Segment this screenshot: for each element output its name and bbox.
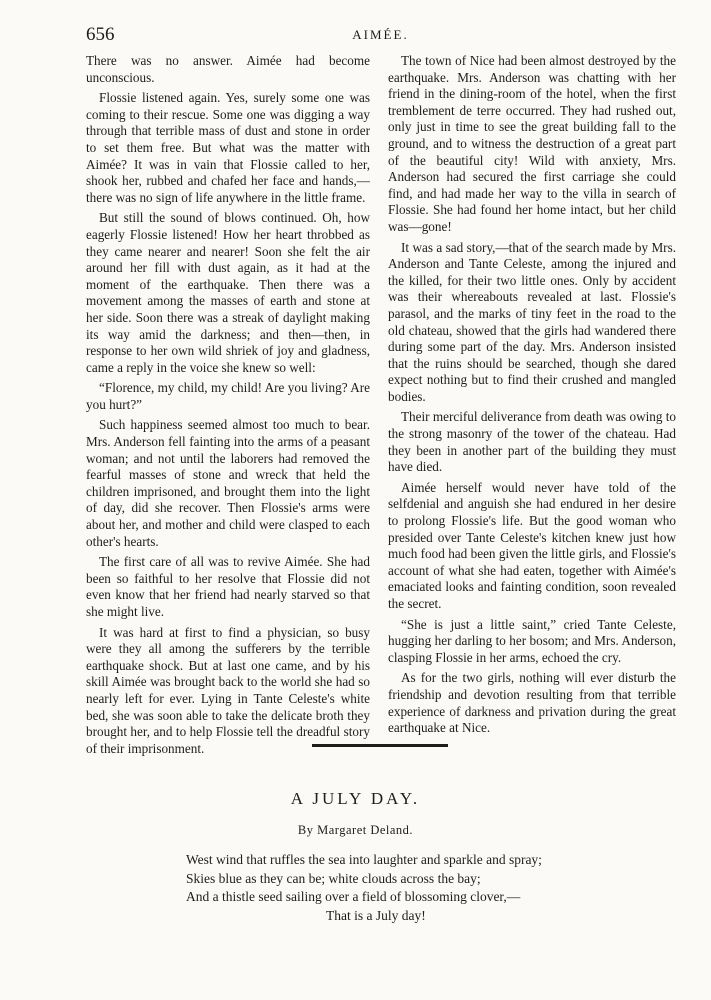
paragraph: Aimée herself would never have told of the selfdenial and anguish she had endured in her desire to prolong Flossie's life. But the good woman who presided over Tante Celeste's kitchen knew just how much food had been given the little girls, and Flossie's account of what she had eaten, together with Aimée's emaciated looks and fainting condition, soon revealed the secret.: [388, 479, 676, 611]
section-divider-rule: [312, 744, 448, 747]
poem-line: Skies blue as they can be; white clouds across the bay;: [186, 870, 481, 886]
poem-line: And a thistle seed sailing over a field of blossoming clover,—: [186, 889, 521, 904]
paragraph: But still the sound of blows continued. Oh, how eagerly Flossie listened! How her heart throbbed as they came nearer and nearer! Soon she felt the air around her fill with dust again, as it had at the moment of the earthquake. Then there was a movement among the masses of earth and stone at her side. Soon there was a streak of daylight making its way amid the darkness; and then—then, in response to her own wild shriek of joy and gladness, came a reply in the voice she knew so well:: [86, 210, 370, 375]
poem-body: [186, 851, 542, 925]
paragraph: The town of Nice had been almost destroyed by the earthquake. Mrs. Anderson was chatting with her friend in the dining-room of the hotel, when the first tremblement de terre occurred. They had rushed out, only just in time to see the great building fall to the ground, and to witness the destruction of a great part of the beautiful city! Wild with anxiety, Mrs. Anderson had secured the first carriage she could find, and had made her way to the villa in search of Flossie. She had found her home intact, but her child was—gone!: [388, 53, 676, 234]
paragraph: There was no answer. Aimée had become unconscious.: [86, 53, 370, 85]
right-column: [388, 53, 676, 741]
left-column: [86, 53, 370, 761]
paragraph: It was a sad story,—that of the search made by Mrs. Anderson and Tante Celeste, among the injured and the killed, for their two little ones. Only by accident was their whereabouts revealed at last. Flossie's parasol, and the marks of tiny feet in the road to the old chateau, showed that the girls had wandered there during some part of the day. Mrs. Anderson insisted that the ruins should be searched, though she dared expect nothing but to find their crushed and mangled bodies.: [388, 239, 676, 404]
paragraph: As for the two girls, nothing will ever disturb the friendship and devotion resulting from that terrible experience of darkness and privation during the great earthquake at Nice.: [388, 670, 676, 736]
poem-byline: By Margaret Deland.: [297, 823, 414, 837]
running-head: [86, 24, 675, 46]
page-number: 656: [86, 24, 115, 45]
paragraph: The first care of all was to revive Aimée. She had been so faithful to her resolve that Flossie did not even know that her friend had nearly starved so that she might live.: [86, 554, 370, 619]
paragraph: Such happiness seemed almost too much to bear. Mrs. Anderson fell fainting into the arms of a peasant woman; and not until the laborers had removed the fearful masses of stone and wreck that held the children imprisoned, and brought them into the light of day, did she recover. Then Flossie's arms were about her, and mother and child were clasped to each other's hearts.: [86, 417, 370, 549]
paragraph: Their merciful deliverance from death was owing to the strong masonry of the tower of the chateau. Had they been in another part of the building they must have died.: [388, 409, 676, 475]
poem-title: A JULY DAY.: [290, 789, 421, 808]
paragraph: “Florence, my child, my child! Are you living? Are you hurt?”: [86, 380, 370, 412]
paragraph: “She is just a little saint,” cried Tante Celeste, hugging her darling to her bosom; and Mrs. Anderson, clasping Flossie in her arms, echoed the cry.: [388, 616, 676, 665]
running-title: AIMÉE.: [352, 27, 409, 42]
paragraph: Flossie listened again. Yes, surely some one was coming to their rescue. Some one was digging a way through that terrible mass of dust and stone in order to set them free. But what was the matter with Aimée? It was in vain that Flossie called to her, shook her, rubbed and chafed her face and hands,—there was no sign of life anywhere in the little frame.: [86, 90, 370, 205]
poem-line: That is a July day!: [326, 907, 426, 923]
paragraph: It was hard at first to find a physician, so busy were they all among the sufferers by the terrible earthquake shock. But at last one came, and by his skill Aimée was brought back to the world she had so nearly left for ever. Lying in Tante Celeste's white bed, she was soon able to take the delicate broth they brought her, and to help Flossie tell the dreadful story of their imprisonment.: [86, 624, 370, 756]
poem-line: West wind that ruffles the sea into laughter and sparkle and spray;: [186, 852, 542, 867]
